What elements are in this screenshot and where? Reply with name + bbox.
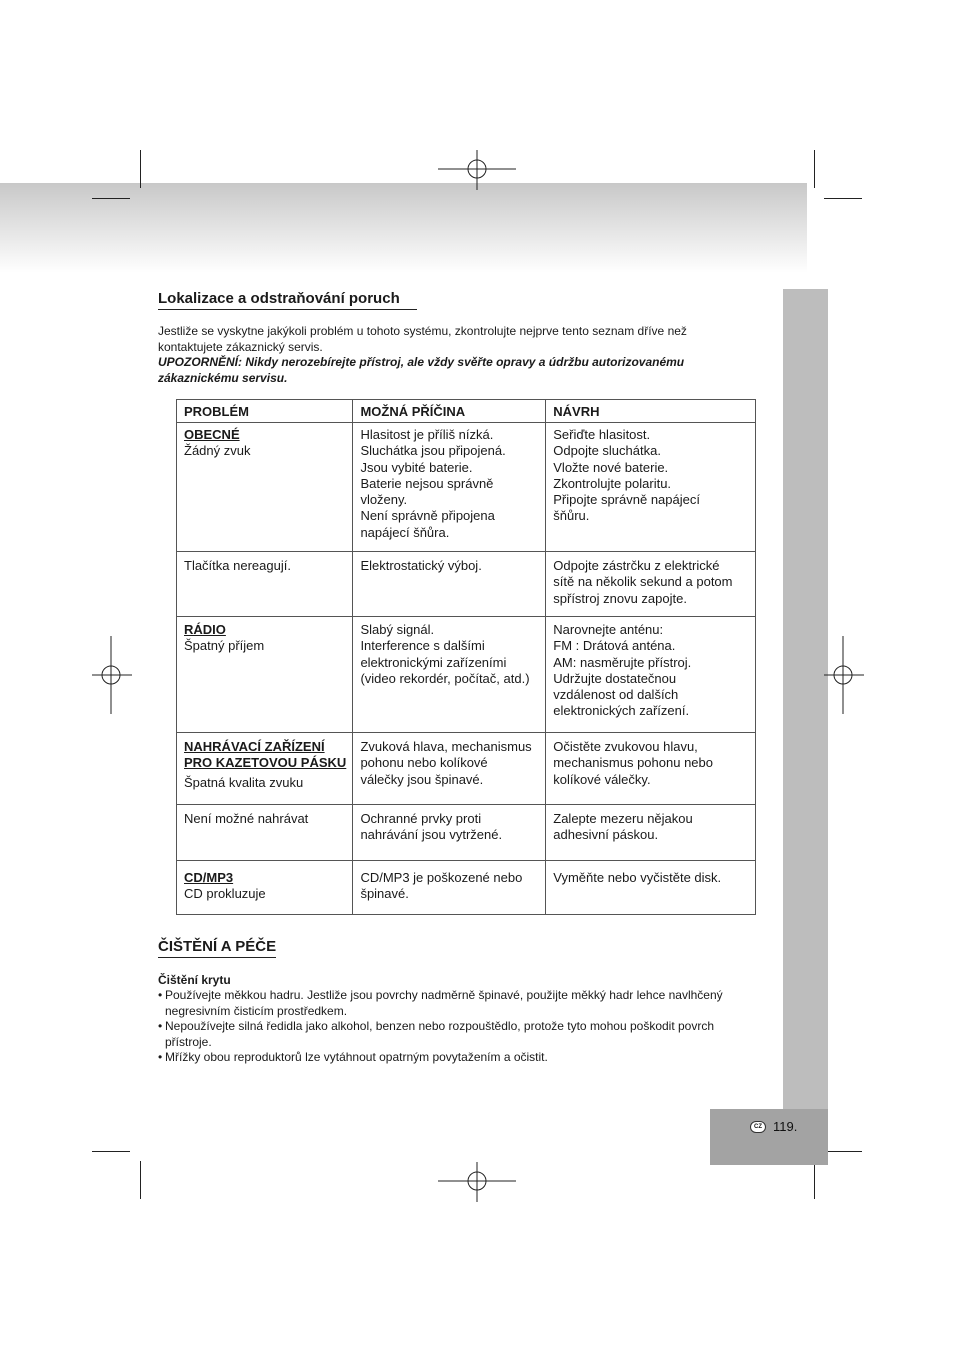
table-row [177, 552, 756, 617]
cell-line: Baterie nejsou správně [360, 475, 494, 491]
cell-line: CD prokluzuje [184, 886, 266, 902]
cause-cell [353, 617, 546, 733]
remedy-cell [546, 552, 756, 617]
cell-line: Špatný příjem [184, 638, 265, 654]
registration-mark-icon [824, 636, 864, 714]
table-row [177, 805, 756, 861]
table-row [177, 423, 756, 552]
cell-line: Sluchátka jsou připojená. [360, 443, 506, 459]
cell-line: Interference s dalšími [360, 638, 485, 654]
column-header-problem: PROBLÉM [177, 400, 353, 423]
cell-line: Zkontrolujte polaritu. [553, 475, 672, 491]
cell-line: adhesivní páskou. [553, 827, 659, 843]
remedy-cell [546, 805, 756, 861]
cell-line: (video rekordér, počítač, atd.) [360, 670, 530, 686]
cell-line: vloženy. [360, 492, 408, 508]
cell-line: mechanismus pohonu nebo [553, 755, 713, 771]
cleaning-subtitle: Čištění krytu [158, 973, 231, 987]
cell-line: Ochranné prvky proti [360, 811, 482, 826]
list-item-line: Mřížky obou reproduktorů lze vytáhnout opatrným povytažením a očistit. [165, 1050, 548, 1064]
bullet-icon: • [158, 1050, 163, 1064]
cell-line: sítě na několik sekund a potom [553, 574, 733, 590]
table-row [177, 733, 756, 805]
cell-line: Udržujte dostatečnou [553, 670, 677, 686]
cell-line: Tlačítka nereagují. [184, 558, 291, 573]
registration-mark-icon [438, 150, 516, 190]
cell-line: Seřiďte hlasitost. [553, 427, 651, 442]
table-row [177, 861, 756, 915]
cell-line: FM : Drátová anténa. [553, 638, 676, 654]
problem-cell [177, 805, 353, 861]
intro-text [158, 324, 738, 386]
language-badge-icon: CZ [750, 1121, 766, 1133]
cell-line: Špatná kvalita zvuku [184, 774, 304, 790]
page-number-box [710, 1109, 828, 1165]
problem-cell [177, 552, 353, 617]
cell-line: Připojte správně napájecí [553, 492, 700, 508]
cell-line: Očistěte zvukovou hlavu, [553, 739, 698, 754]
troubleshooting-table [176, 399, 756, 915]
cause-cell [353, 861, 546, 915]
intro-line: Jestliže se vyskytne jakýkoli problém u tohoto systému, zkontrolujte nejprve tento seznam dříve než [158, 324, 687, 338]
cell-line: Slabý signál. [360, 622, 435, 637]
category-label: RÁDIO [184, 622, 226, 637]
cell-line: Není správně připojena [360, 508, 495, 524]
remedy-cell [546, 861, 756, 915]
cell-line: Není možné nahrávat [184, 811, 309, 826]
problem-cell [177, 861, 353, 915]
list-item [158, 988, 778, 1019]
list-item-line: negresivním čisticím prostředkem. [165, 1003, 348, 1018]
column-header-remedy: NÁVRH [546, 400, 756, 423]
warning-line: UPOZORNĚNÍ: Nikdy nerozebírejte přístroj, ale vždy svěřte opravy a údržbu autorizovanému [158, 355, 685, 369]
cell-line: Narovnejte anténu: [553, 622, 664, 637]
cell-line: špinavé. [360, 886, 409, 902]
page-number: 119. [773, 1119, 798, 1134]
registration-mark-icon [92, 636, 132, 714]
category-label: NAHRÁVACÍ ZAŘÍZENÍ [184, 739, 325, 754]
cause-cell [353, 423, 546, 552]
cell-line: vzdálenost od dalších [553, 687, 679, 703]
category-label: PRO KAZETOVOU PÁSKU [184, 755, 347, 771]
cell-line: elektronických zařízení. [553, 703, 690, 719]
cause-cell [353, 552, 546, 617]
cell-line: spřístroj znovu zapojte. [553, 590, 687, 606]
cell-line: Žádný zvuk [184, 443, 251, 459]
list-item-line: Používejte měkkou hadru. Jestliže jsou povrchy nadměrně špinavé, použijte měkký hadr lehce navlhčený [165, 988, 723, 1002]
cell-line: šňůru. [553, 508, 590, 524]
cell-line: AM: nasměrujte přístroj. [553, 654, 692, 670]
cell-line: kolíkové válečky. [553, 771, 651, 787]
cell-line: válečky jsou špinavé. [360, 771, 484, 787]
list-item-line: přístroje. [165, 1034, 212, 1049]
header-gradient-band [0, 183, 807, 273]
column-header-cause: MOŽNÁ PŘÍČINA [353, 400, 546, 423]
bullet-icon: • [158, 988, 163, 1002]
cell-line: Odpojte sluchátka. [553, 443, 661, 459]
remedy-cell [546, 423, 756, 552]
intro-line: kontaktujete zákaznický servis. [158, 339, 323, 354]
cell-line: CD/MP3 je poškozené nebo [360, 870, 523, 885]
table-header-row [177, 400, 756, 423]
cell-line: nahrávání jsou vytržené. [360, 827, 503, 843]
cleaning-list [158, 988, 778, 1066]
problem-cell [177, 423, 353, 552]
cell-line: Vyměňte nebo vyčistěte disk. [553, 870, 722, 885]
list-item-line: Nepoužívejte silná ředidla jako alkohol, benzen nebo rozpouštědlo, protože tyto mohou poškodit povrch [165, 1019, 715, 1033]
cell-line: elektronickými zařízeními [360, 654, 507, 670]
list-item [158, 1019, 778, 1050]
table-row [177, 617, 756, 733]
cell-line: pohonu nebo kolíkové [360, 755, 488, 771]
category-label: CD/MP3 [184, 870, 234, 885]
cell-line: Odpojte zástrčku z elektrické [553, 558, 720, 573]
cell-line: Jsou vybité baterie. [360, 459, 473, 475]
section-title: Lokalizace a odstraňování poruch [158, 290, 417, 310]
remedy-cell [546, 733, 756, 805]
cell-line: Elektrostatický výboj. [360, 558, 482, 573]
cell-line: Zvuková hlava, mechanismus [360, 739, 532, 754]
cell-line: Vložte nové baterie. [553, 459, 669, 475]
cell-line: Hlasitost je příliš nízká. [360, 427, 494, 442]
cleaning-title: ČIŠTĚNÍ A PÉČE [158, 938, 276, 958]
cell-line: napájecí šňůra. [360, 524, 450, 540]
cell-line: Zalepte mezeru nějakou [553, 811, 693, 826]
category-label: OBECNÉ [184, 427, 240, 442]
problem-cell [177, 617, 353, 733]
warning-line: zákaznickému servisu. [158, 370, 288, 385]
side-tab-bar [783, 289, 828, 1109]
registration-mark-icon [438, 1162, 516, 1202]
cause-cell [353, 805, 546, 861]
cause-cell [353, 733, 546, 805]
remedy-cell [546, 617, 756, 733]
problem-cell [177, 733, 353, 805]
bullet-icon: • [158, 1019, 163, 1033]
list-item [158, 1050, 778, 1066]
